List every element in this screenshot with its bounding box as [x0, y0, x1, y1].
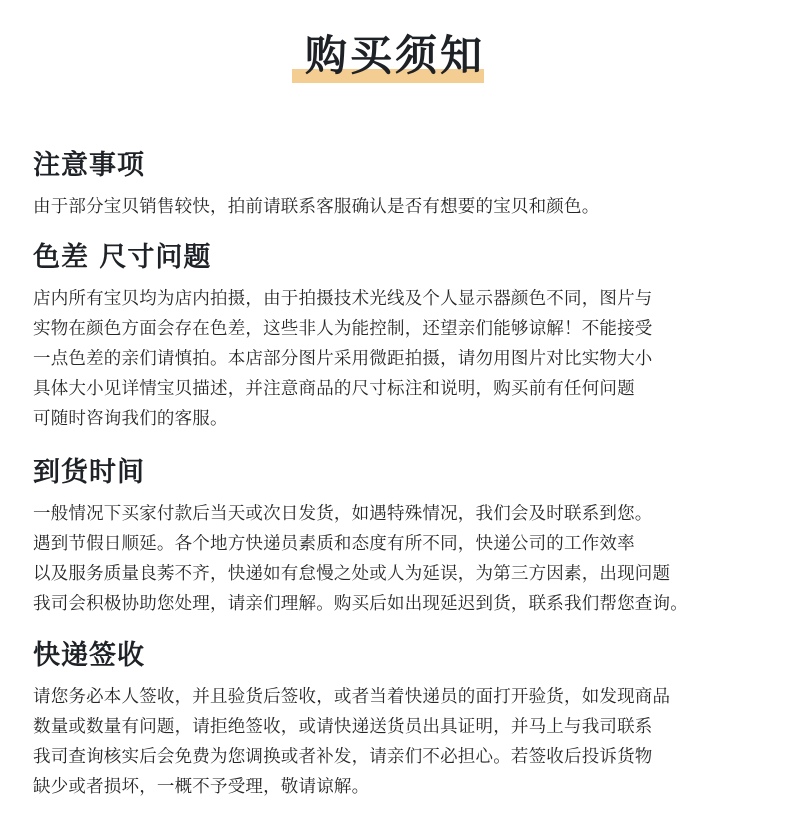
section-body-arrival-time: [33, 499, 773, 619]
section-arrival-time: [33, 453, 773, 619]
body-line: 店内所有宝贝均为店内拍摄，由于拍摄技术光线及个人显示器颜色不同，图片与: [33, 289, 653, 309]
section-notice: [33, 146, 773, 222]
body-line: 一般情况下买家付款后当天或次日发货，如遇特殊情况，我们会及时联系到您。: [33, 504, 653, 524]
section-body-notice: [33, 192, 773, 222]
body-line: 具体大小见详情宝贝描述，并注意商品的尺寸标注和说明，购买前有任何问题: [33, 379, 635, 399]
section-heading-notice: 注意事项: [33, 150, 145, 181]
body-line: 我司查询核实后会免费为您调换或者补发，请亲们不必担心。若签收后投诉货物: [33, 747, 653, 767]
body-line: 由于部分宝贝销售较快，拍前请联系客服确认是否有想要的宝贝和颜色。: [33, 197, 600, 217]
section-delivery-signing: [33, 636, 773, 802]
body-line: 缺少或者损坏，一概不予受理，敬请谅解。: [33, 777, 370, 797]
body-line: 一点色差的亲们请慎拍。本店部分图片采用微距拍摄，请勿用图片对比实物大小: [33, 349, 653, 369]
section-heading-color-size: 色差 尺寸问题: [33, 242, 212, 273]
body-line: 以及服务质量良莠不齐，快递如有怠慢之处或人为延误，为第三方因素，出现问题: [33, 564, 671, 584]
body-line: 数量或数量有问题，请拒绝签收，或请快递送货员出具证明，并马上与我司联系: [33, 717, 653, 737]
section-body-color-size: [33, 284, 773, 434]
section-body-delivery-signing: [33, 682, 773, 802]
body-line: 请您务必本人签收，并且验货后签收，或者当着快递员的面打开验货，如发现商品: [33, 687, 671, 707]
body-line: 实物在颜色方面会存在色差，这些非人为能控制，还望亲们能够谅解！不能接受: [33, 319, 653, 339]
body-line: 遇到节假日顺延。各个地方快递员素质和态度有所不同，快递公司的工作效率: [33, 534, 635, 554]
page-title: 购买须知: [304, 31, 485, 80]
section-heading-arrival-time: 到货时间: [33, 457, 145, 488]
section-color-size: [33, 238, 773, 434]
section-heading-delivery-signing: 快递签收: [33, 640, 145, 671]
body-line: 可随时咨询我们的客服。: [33, 409, 228, 429]
body-line: 我司会积极协助您处理，请亲们理解。购买后如出现延迟到货，联系我们帮您查询。: [33, 594, 688, 614]
title-wrap: [0, 28, 790, 84]
